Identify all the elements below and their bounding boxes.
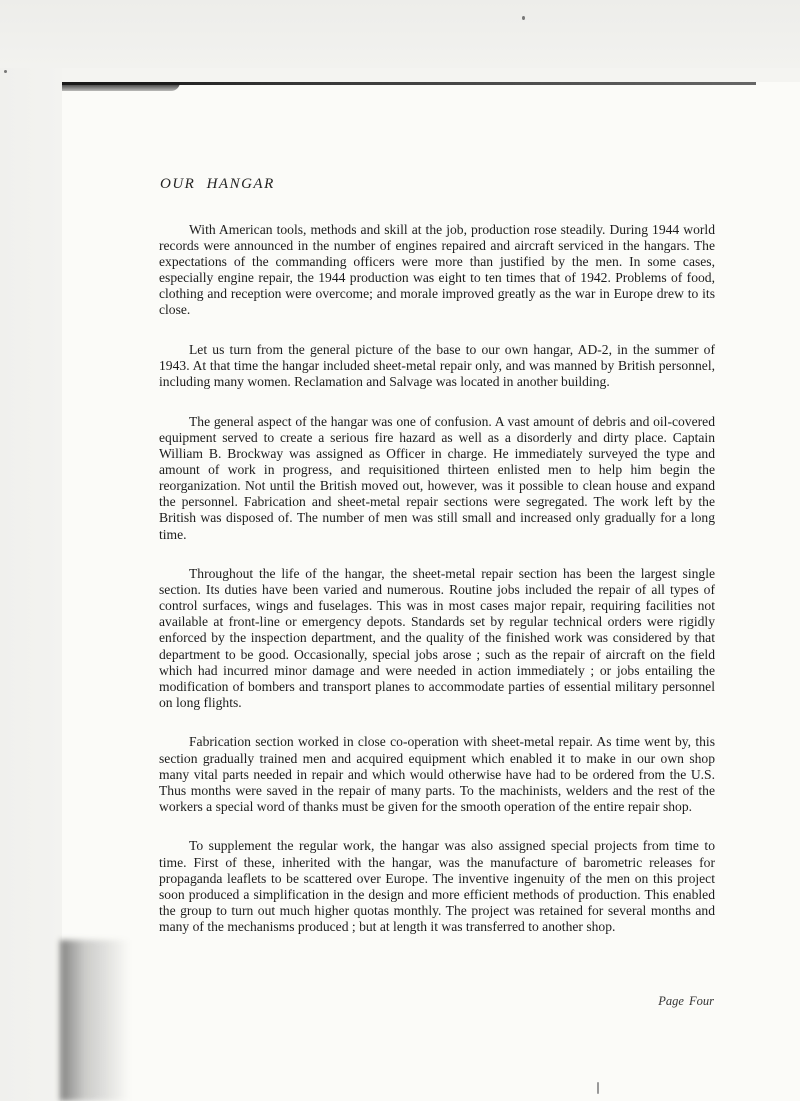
scan-background-left xyxy=(0,68,62,1101)
page-title: OUR HANGAR xyxy=(160,176,275,192)
top-rule-ink-blot xyxy=(62,82,180,91)
dust-speck xyxy=(522,16,525,20)
paragraph: Throughout the life of the hangar, the sheet-metal repair section has been the largest single section. Its duties have been varied and numerous. Routine jobs included the repair of all types of control surfaces, wings and fuselages. This was in most cases major repair, requiring facilities not available at front-line or emergency depots. Standards set by regular technical orders were rigidly enforced by the inspection department, and the quality of the finished work was considered by that department to be good. Occasionally, special jobs arose ; such as the repair of aircraft on the field which had incurred minor damage and were needed in action immediately ; or jobs entailing the modification of bombers and transport planes to accommodate parties of essential military personnel on long flights. xyxy=(159,566,715,710)
paragraph: Let us turn from the general picture of the base to our own hangar, AD-2, in the summer of 1943. At that time the hangar included sheet-metal repair only, and was manned by British personnel, including many women. Reclamation and Salvage was located in another building. xyxy=(159,342,715,390)
dust-speck xyxy=(597,1082,599,1094)
paragraph: With American tools, methods and skill at the job, production rose steadily. During 1944 world records were announced in the number of engines repaired and aircraft serviced in the hangars. The expectations of the commanding officers were more than justified by the men. In some cases, especially engine repair, the 1944 production was eight to ten times that of 1942. Problems of food, clothing and reception were overcome; and morale improved greatly as the war in Europe drew to its close. xyxy=(159,222,715,318)
scan-background-top xyxy=(0,0,800,68)
scan-shadow xyxy=(60,940,130,1101)
article-body xyxy=(159,222,715,935)
paragraph: To supplement the regular work, the hangar was also assigned special projects from time to time. First of these, inherited with the hangar, was the manufacture of barometric releases for propaganda leaflets to be scattered over Europe. The inventive ingenuity of the men on this project soon produced a simplification in the design and more efficient methods of production. This enabled the group to turn out much higher quotas monthly. The project was retained for several months and many of the mechanisms produced ; but at length it was transferred to another shop. xyxy=(159,838,715,934)
paragraph: The general aspect of the hangar was one of confusion. A vast amount of debris and oil-covered equipment served to create a serious fire hazard as well as a disorderly and dirty place. Captain William B. Brockway was assigned as Officer in charge. He immediately surveyed the type and amount of work in progress, and requisitioned thirteen enlisted men to help him begin the reorganization. Not until the British moved out, however, was it possible to clean house and expand the personnel. Fabrication and sheet-metal repair sections were segregated. The work left by the British was disposed of. The number of men was still small and increased only gradually for a long time. xyxy=(159,413,715,542)
page-number: Page Four xyxy=(658,994,714,1008)
paragraph: Fabrication section worked in close co-operation with sheet-metal repair. As time went by, this section gradually trained men and acquired equipment which enabled it to make in our own shop many vital parts needed in repair and which would otherwise have had to be ordered from the U.S. Thus months were saved in the repair of many parts. To the machinists, welders and the rest of the workers a special word of thanks must be given for the smooth operation of the entire repair shop. xyxy=(159,734,715,814)
dust-speck xyxy=(4,70,7,73)
